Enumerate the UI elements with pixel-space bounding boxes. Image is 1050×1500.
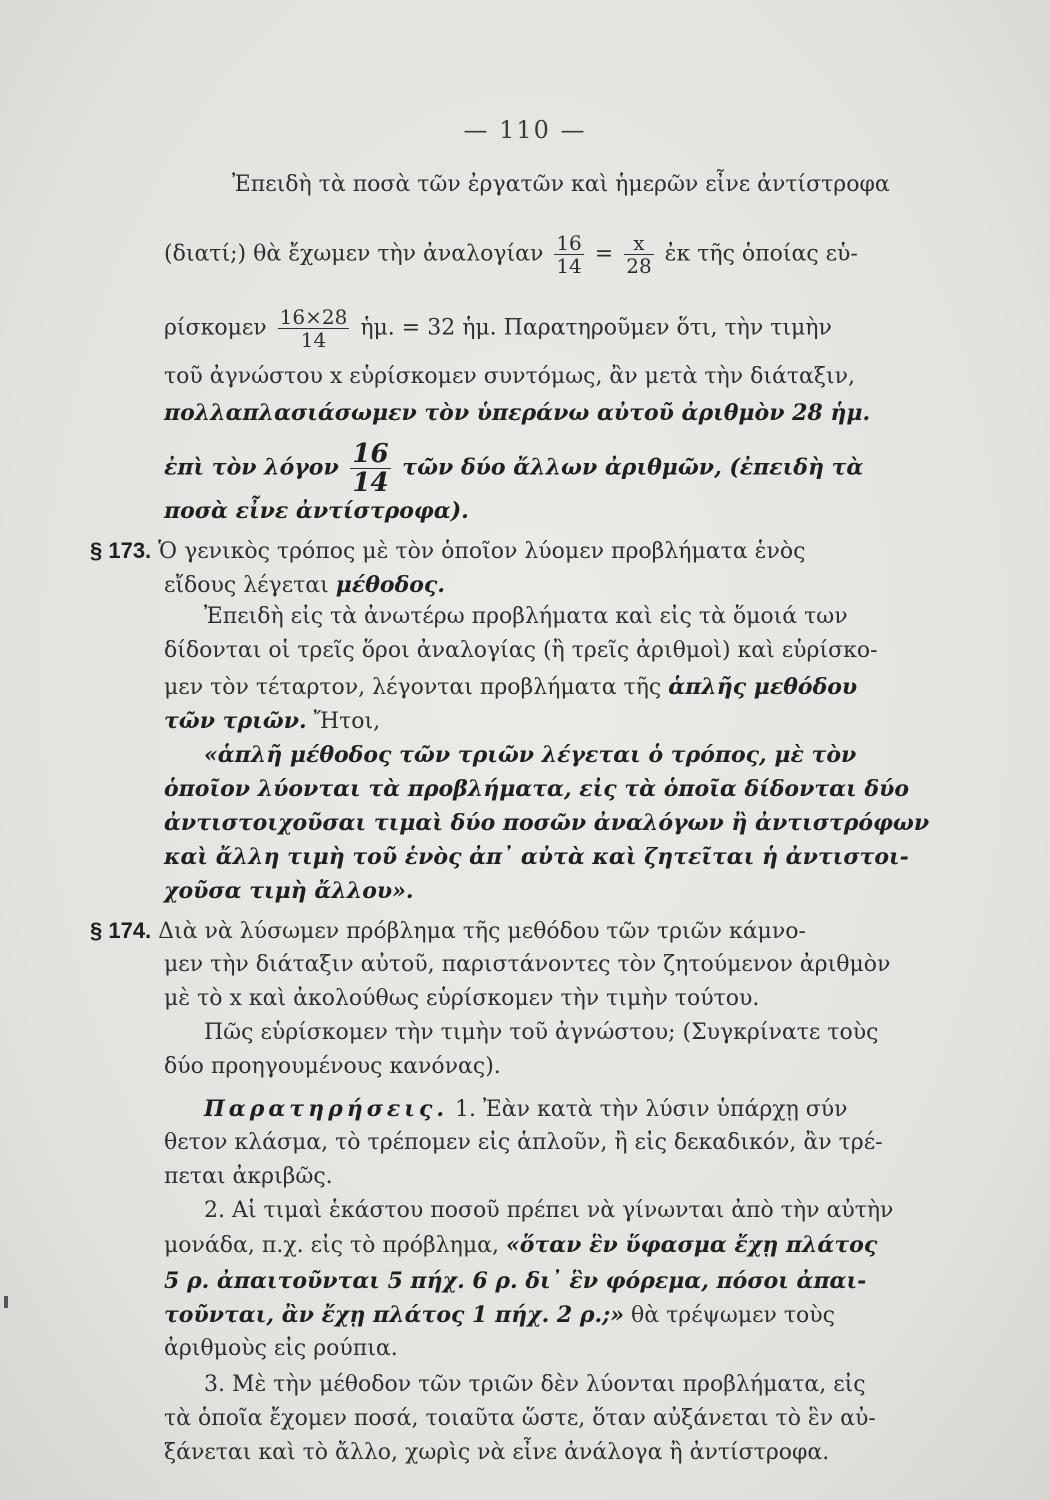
text-line: 3. Μὲ τὴν μέθοδον τῶν τριῶν δὲν λύονται προβλήματα, εἰς	[204, 1372, 866, 1397]
text-segment: Διὰ νὰ λύσωμεν πρόβλημα τῆς μεθόδου τῶν τριῶν κάμνο-	[158, 919, 806, 944]
text-segment: ρίσκομεν	[164, 315, 267, 341]
text-segment: (διατί;) θὰ ἔχωμεν τὴν ἀναλογίαν	[164, 241, 544, 267]
text-segment: Ἤτοι,	[313, 709, 381, 734]
quote-line: καὶ ἄλλη τιμὴ τοῦ ἑνὸς ἀπ᾿ αὐτὰ καὶ ζητεῖται ἡ ἀντιστοι-	[164, 844, 909, 870]
fraction-16-14	[554, 232, 583, 277]
section-174-line	[90, 918, 806, 945]
fraction-numerator: 16×28	[279, 305, 348, 329]
fraction-16-14-bold	[350, 440, 390, 497]
text-line: Πῶς εὑρίσκομεν τὴν τιμὴν τοῦ ἀγνώστου; (Συγκρίνατε τοὺς	[204, 1020, 879, 1045]
fraction-numerator: x	[624, 232, 653, 255]
fraction-denominator: 14	[352, 468, 389, 498]
section-173-line	[90, 538, 805, 565]
text-segment: ἐκ τῆς ὁποίας εὑ-	[664, 241, 858, 267]
equals-sign: =	[594, 241, 614, 267]
quote-line: ὁποῖον λύονται τὰ προβλήματα, εἰς τὰ ὁποῖα δίδονται δύο	[164, 776, 910, 802]
quote-line: ἀντιστοιχοῦσαι τιμαὶ δύο ποσῶν ἀναλόγων ἢ ἀντιστρόφων	[164, 810, 930, 836]
fraction-denominator: 14	[300, 328, 327, 352]
text-segment: ἡμ. = 32 ἡμ. Παρατηροῦμεν ὅτι, τὴν τιμὴν	[360, 315, 832, 341]
bold-term: ἁπλῆς μεθόδου	[668, 674, 858, 700]
text-line-with-proportion	[164, 232, 858, 277]
bold-text-line: πολλαπλασιάσωμεν τὸν ὑπεράνω αὐτοῦ ἀριθμὸν 28 ἡμ.	[164, 400, 871, 426]
text-line-with-fraction	[164, 306, 832, 351]
text-line: δίδονται οἱ τρεῖς ὅροι ἀναλογίας (ἢ τρεῖς ἀριθμοὶ) καὶ εὑρίσκο-	[164, 638, 878, 663]
text-line: δύο προηγουμένους κανόνας).	[164, 1054, 501, 1079]
fraction-numerator: 16	[352, 439, 389, 469]
quote-line: χοῦσα τιμὴ ἄλλου».	[164, 878, 414, 904]
text-line: Ἐπειδὴ τὰ ποσὰ τῶν ἐργατῶν καὶ ἡμερῶν εἶνε ἀντίστροφα	[232, 172, 890, 197]
text-segment: τῶν δύο ἄλλων ἀριθμῶν, (ἐπειδὴ τὰ	[402, 454, 864, 481]
margin-mark	[4, 1296, 8, 1308]
text-segment: θὰ τρέψωμεν τοὺς	[631, 1303, 835, 1328]
text-line	[164, 708, 380, 735]
text-line: μὲ τὸ x καὶ ἀκολούθως εὑρίσκομεν τὴν τιμὴν τούτου.	[164, 986, 760, 1011]
text-line: ἀριθμοὺς εἰς ρούπια.	[164, 1336, 398, 1361]
fraction-x-28	[624, 232, 653, 277]
fraction-denominator: 28	[626, 254, 652, 278]
section-number: § 174.	[90, 918, 152, 943]
text-line: τὰ ὁποῖα ἔχομεν ποσά, τοιαῦτα ὥστε, ὅταν αὐξάνεται τὸ ἓν αὐ-	[164, 1406, 876, 1431]
bold-text-line: ποσὰ εἶνε ἀντίστροφα).	[164, 498, 469, 524]
text-segment: Ὁ γενικὸς τρόπος μὲ τὸν ὁποῖον λύομεν προβλήματα ἑνὸς	[158, 539, 806, 564]
text-segment: μεν τὸν τέταρτον, λέγονται προβλήματα τῆς	[164, 675, 662, 700]
fraction-numerator: 16	[556, 231, 582, 255]
bold-quote: τοῦνται, ἂν ἔχῃ πλάτος 1 πήχ. 2 ρ.;»	[164, 1302, 625, 1328]
fraction-16x28-14	[278, 306, 350, 351]
bold-text-line: 5 ρ. ἀπαιτοῦνται 5 πήχ. 6 ρ. δι᾿ ἓν φόρεμα, πόσοι ἀπαι-	[164, 1268, 867, 1294]
section-number: § 173.	[90, 538, 152, 563]
bold-term: μέθοδος.	[335, 572, 445, 598]
remarks-line	[204, 1096, 848, 1123]
bold-term: τῶν τριῶν.	[164, 708, 307, 734]
quote-line: «ἁπλῆ μέθοδος τῶν τριῶν λέγεται ὁ τρόπος, μὲ τὸν	[204, 742, 857, 768]
text-line: θετον κλάσμα, τὸ τρέπομεν εἰς ἁπλοῦν, ἢ εἰς δεκαδικόν, ἂν τρέ-	[164, 1130, 883, 1155]
text-line: 2. Αἱ τιμαὶ ἑκάστου ποσοῦ πρέπει νὰ γίνωνται ἀπὸ τὴν αὐτὴν	[204, 1198, 894, 1223]
remarks-heading: Παρατηρήσεις.	[204, 1096, 448, 1122]
text-line	[164, 1302, 835, 1329]
text-line: τοῦ ἀγνώστου x εὑρίσκομεν συντόμως, ἂν μετὰ τὴν διάταξιν,	[164, 364, 855, 389]
fraction-denominator: 14	[556, 254, 582, 278]
text-segment: μονάδα, π.χ. εἰς τὸ πρόβλημα,	[164, 1233, 500, 1258]
text-line	[164, 674, 857, 701]
text-line: μεν τὴν διάταξιν αὐτοῦ, παριστάνοντες τὸν ζητούμενον ἀριθμὸν	[164, 952, 891, 977]
bold-text-line-with-fraction	[164, 440, 863, 497]
text-segment: ἐπὶ τὸν λόγον	[164, 454, 339, 481]
text-line: ξάνεται καὶ τὸ ἄλλο, χωρὶς νὰ εἶνε ἀνάλογα ἢ ἀντίστροφα.	[164, 1440, 830, 1465]
bold-quote: «ὅταν ἓν ὕφασμα ἔχῃ πλάτος	[506, 1232, 878, 1258]
text-line: Ἐπειδὴ εἰς τὰ ἀνωτέρω προβλήματα καὶ εἰς τὰ ὅμοιά των	[204, 604, 848, 629]
text-segment: 1. Ἐὰν κατὰ τὴν λύσιν ὑπάρχῃ σύν	[455, 1097, 848, 1122]
text-line	[164, 1232, 877, 1259]
page-number: — 110 —	[463, 116, 587, 144]
text-line	[164, 572, 445, 599]
text-line: πεται ἀκριβῶς.	[164, 1164, 333, 1189]
text-segment: εἴδους λέγεται	[164, 573, 329, 598]
